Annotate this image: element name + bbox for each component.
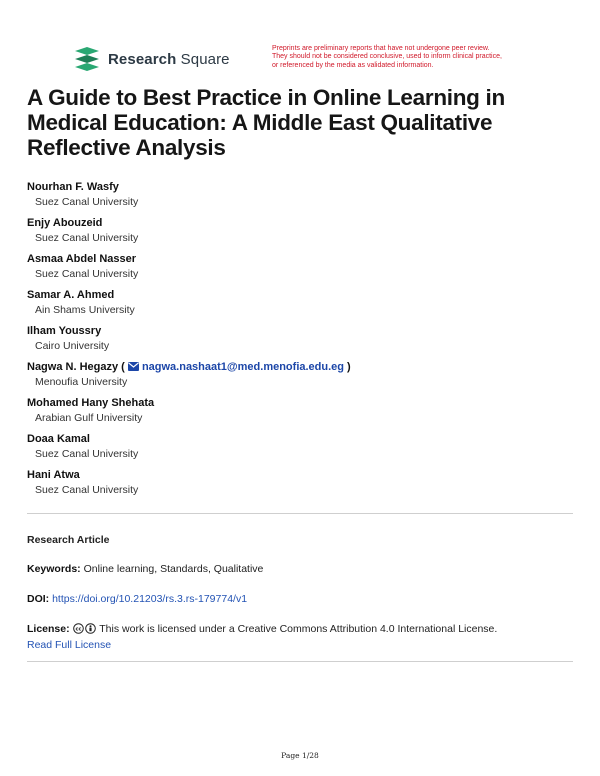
author-list [27,180,567,504]
author-email-link[interactable]: nagwa.nashaat1@med.menofia.edu.eg [141,361,344,373]
article-type: Research Article [27,534,110,546]
author-entry [27,468,567,504]
paper-title: A Guide to Best Practice in Online Learning in Medical Education: A Middle East Qualitative Reflective Analysis [27,85,505,160]
doi-link[interactable]: https://doi.org/10.21203/rs.3.rs-179774/v1 [52,593,248,605]
author-affiliation: Arabian Gulf University [35,412,143,424]
author-name: Samar A. Ahmed [27,289,115,301]
author-affiliation: Ain Shams University [35,304,135,316]
license-link-line [27,638,573,652]
author-name: Nagwa N. Hegazy [27,361,119,373]
author-entry [27,216,567,252]
author-affiliation: Menoufia University [35,376,128,388]
read-full-license-link[interactable]: Read Full License [27,639,112,651]
author-affiliation: Suez Canal University [35,268,139,280]
page-number: Page 1/28 [281,751,319,760]
notice-line: Preprints are preliminary reports that have not undergone peer review. [272,45,490,52]
attribution-icon [85,623,96,634]
keywords-value: Online learning, Standards, Qualitative [83,563,264,575]
keywords-line [27,562,573,576]
author-name: Nourhan F. Wasfy [27,181,119,193]
author-affiliation: Suez Canal University [35,196,139,208]
author-entry [27,324,567,360]
author-name: Enjy Abouzeid [27,217,103,229]
keywords-label: Keywords: [27,563,81,575]
author-entry [27,360,567,396]
author-name-with-email: Nagwa N. Hegazy ( nagwa.nashaat1@med.menofia.edu.eg ) [27,361,351,373]
creative-commons-icon [73,623,84,634]
research-square-logo[interactable] [74,47,230,71]
author-entry [27,288,567,324]
author-affiliation: Suez Canal University [35,484,139,496]
svg-text:cc: cc [75,626,81,633]
author-name: Asmaa Abdel Nasser [27,253,137,265]
author-name: Ilham Youssry [27,325,102,337]
author-entry [27,396,567,432]
logo-text: Research Square [108,50,230,68]
notice-line: They should not be considered conclusive, used to inform clinical practice, [272,53,502,61]
preprint-notice [272,45,542,70]
license-line [27,622,573,636]
author-affiliation: Cairo University [35,340,110,352]
research-square-logo-icon [74,47,100,71]
section-divider [27,513,573,514]
author-name: Doaa Kamal [27,433,90,445]
author-affiliation: Suez Canal University [35,448,139,460]
author-affiliation: Suez Canal University [35,232,139,244]
author-name: Mohamed Hany Shehata [27,397,155,409]
doi-line [27,592,573,606]
license-label: License: [27,623,70,635]
author-entry [27,252,567,288]
doi-label: DOI: [27,593,50,605]
license-text: This work is licensed under a Creative Commons Attribution 4.0 International License. [99,623,498,635]
author-name: Hani Atwa [27,469,80,481]
notice-line: or referenced by the media as validated information. [272,61,434,69]
envelope-icon [128,362,139,371]
author-entry [27,432,567,468]
author-entry [27,180,567,216]
section-divider [27,661,573,662]
